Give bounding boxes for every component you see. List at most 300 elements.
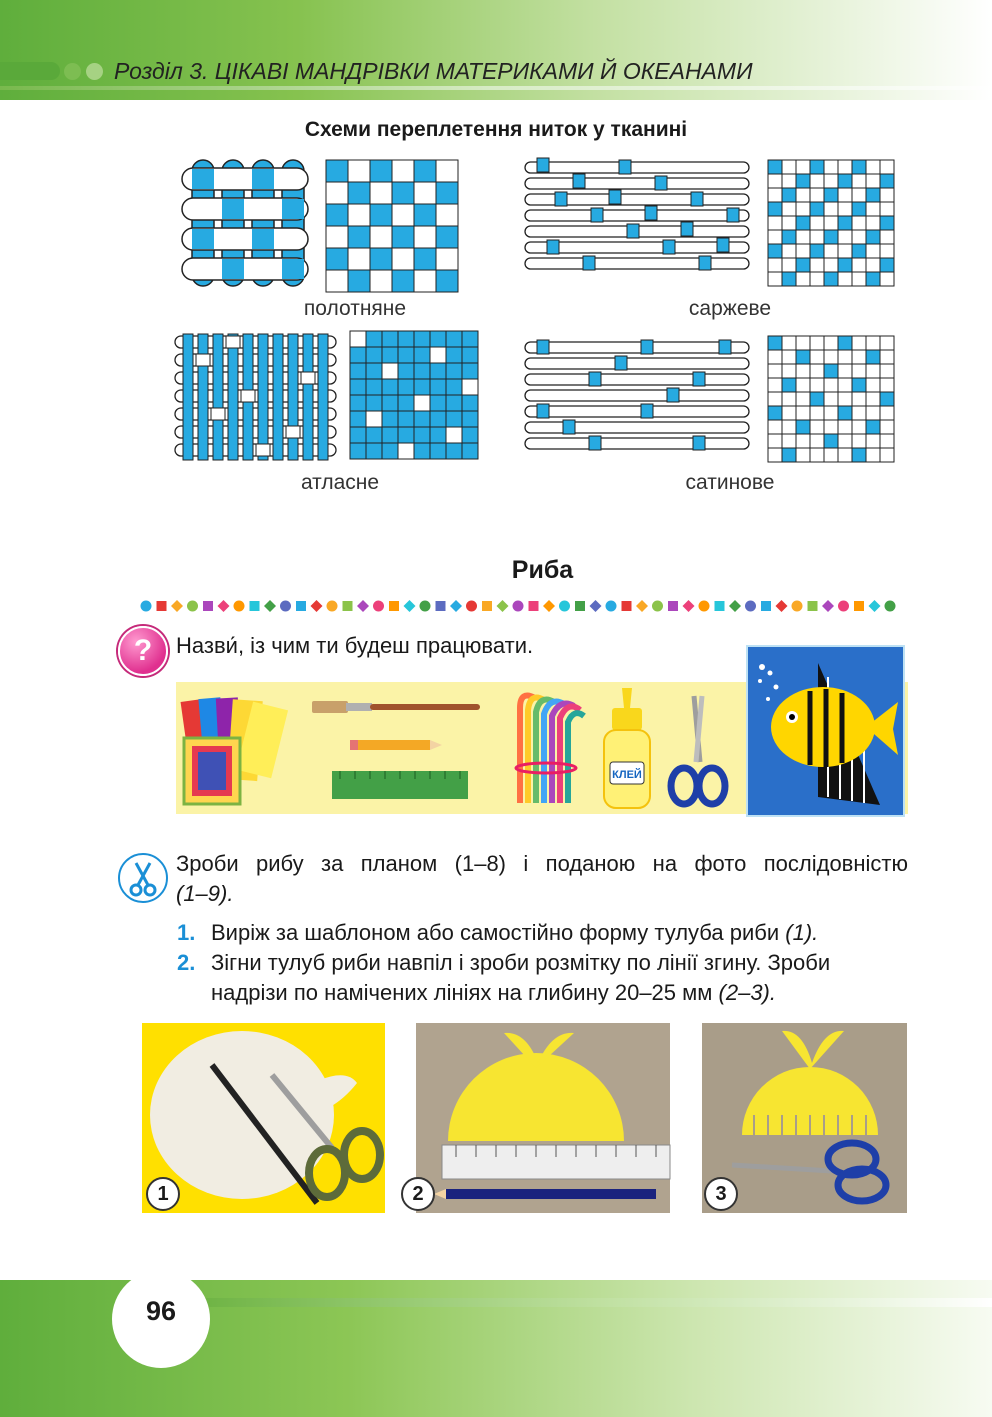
deco-diamond xyxy=(543,600,555,612)
grid-cell xyxy=(768,364,782,378)
photo-badge-1: 1 xyxy=(146,1177,180,1211)
grid-cell xyxy=(768,336,782,350)
grid-cell xyxy=(838,364,852,378)
grid-cell xyxy=(824,392,838,406)
grid-cell xyxy=(880,258,894,272)
deco-diamond xyxy=(497,600,509,612)
grid-cell xyxy=(810,230,824,244)
deco-circle xyxy=(141,601,152,612)
grid-cell xyxy=(350,363,366,379)
photo-badge-2: 2 xyxy=(401,1177,435,1211)
deco-circle xyxy=(792,601,803,612)
grid-cell xyxy=(880,378,894,392)
grid-cell xyxy=(880,420,894,434)
weft-strip xyxy=(525,342,749,353)
grid-cell xyxy=(796,258,810,272)
grid-cell xyxy=(392,248,414,270)
label-sateen: сатинове xyxy=(685,471,775,494)
grid-cell xyxy=(880,448,894,462)
deco-circle xyxy=(234,601,245,612)
grid-cell xyxy=(414,160,436,182)
deco-diamond xyxy=(776,600,788,612)
grid-cell xyxy=(866,378,880,392)
deco-square xyxy=(296,601,306,611)
warp-mark xyxy=(563,420,575,434)
deco-diamond xyxy=(683,600,695,612)
weft-over xyxy=(196,354,210,366)
grid-cell xyxy=(446,379,462,395)
warp-mark xyxy=(717,238,729,252)
deco-square xyxy=(343,601,353,611)
grid-cell xyxy=(824,202,838,216)
grid-cell xyxy=(782,230,796,244)
grid-cell xyxy=(810,336,824,350)
grid-cell xyxy=(370,248,392,270)
grid-cell xyxy=(366,443,382,459)
grid-cell xyxy=(414,411,430,427)
warp-mark xyxy=(547,240,559,254)
warp-mark xyxy=(699,256,711,270)
step-photo-1 xyxy=(142,1023,385,1213)
brush-pencil-ruler-icon xyxy=(310,695,490,805)
grid-cell xyxy=(782,216,796,230)
grid-cell xyxy=(398,427,414,443)
grid-cell xyxy=(880,160,894,174)
grid-cell xyxy=(810,448,824,462)
grid-cell xyxy=(838,406,852,420)
grid-cell xyxy=(782,160,796,174)
satin-weave-grid xyxy=(350,331,480,461)
grid-cell xyxy=(326,248,348,270)
grid-cell xyxy=(866,258,880,272)
deco-circle xyxy=(885,601,896,612)
weave-title: Схеми переплетення ниток у тканині xyxy=(304,118,688,141)
grid-cell xyxy=(782,420,796,434)
step-1-body: Виріж за шаблоном або самостійно форму тулуба риби xyxy=(211,920,780,945)
grid-cell xyxy=(382,427,398,443)
scissors-icon xyxy=(666,692,730,810)
deco-diamond xyxy=(404,600,416,612)
grid-cell xyxy=(810,364,824,378)
grid-cell xyxy=(414,427,430,443)
deco-circle xyxy=(280,601,291,612)
grid-cell xyxy=(370,160,392,182)
grid-cell xyxy=(348,248,370,270)
grid-cell xyxy=(866,244,880,258)
grid-cell xyxy=(768,216,782,230)
sateen-weave-grid xyxy=(768,336,894,462)
grid-cell xyxy=(392,270,414,292)
grid-cell xyxy=(824,230,838,244)
deco-circle xyxy=(699,601,710,612)
grid-cell xyxy=(430,331,446,347)
step-photo-2 xyxy=(412,1023,670,1213)
plain-weave-grid xyxy=(326,160,460,290)
deco-diamond xyxy=(218,600,230,612)
deco-square xyxy=(668,601,678,611)
grid-cell xyxy=(768,350,782,364)
grid-cell xyxy=(824,420,838,434)
grid-cell xyxy=(782,364,796,378)
grid-cell xyxy=(436,160,458,182)
weft-strip xyxy=(525,374,749,385)
grid-cell xyxy=(852,434,866,448)
deco-diamond xyxy=(311,600,323,612)
grid-cell xyxy=(796,216,810,230)
warp-mark xyxy=(655,176,667,190)
grid-cell xyxy=(810,350,824,364)
grid-cell xyxy=(810,216,824,230)
grid-cell xyxy=(366,347,382,363)
sateen-weave-illustration xyxy=(523,338,751,458)
header-bar xyxy=(0,62,60,80)
grid-cell xyxy=(430,427,446,443)
grid-cell xyxy=(382,411,398,427)
deco-diamond xyxy=(590,600,602,612)
grid-cell xyxy=(414,395,430,411)
grid-cell xyxy=(462,347,478,363)
grid-cell xyxy=(768,392,782,406)
grid-cell xyxy=(782,350,796,364)
label-satin: атласне xyxy=(300,471,380,494)
header-ribbon xyxy=(0,86,992,90)
grid-cell xyxy=(398,363,414,379)
page-number: 96 xyxy=(145,1296,177,1326)
grid-cell xyxy=(430,443,446,459)
deco-circle xyxy=(652,601,663,612)
grid-cell xyxy=(880,364,894,378)
grid-cell xyxy=(852,272,866,286)
grid-cell xyxy=(436,182,458,204)
grid-cell xyxy=(796,230,810,244)
grid-cell xyxy=(326,204,348,226)
warp-strip xyxy=(288,334,298,460)
deco-diamond xyxy=(264,600,276,612)
weft-strip xyxy=(525,390,749,401)
deco-circle xyxy=(373,601,384,612)
scissors-task-icon xyxy=(118,853,168,903)
grid-cell xyxy=(782,378,796,392)
grid-cell xyxy=(824,272,838,286)
grid-cell xyxy=(824,364,838,378)
grid-cell xyxy=(796,350,810,364)
deco-circle xyxy=(187,601,198,612)
grid-cell xyxy=(382,379,398,395)
step-2-body: надрізи по намічених лініях на глибину 20–25 мм xyxy=(211,980,713,1005)
grid-cell xyxy=(866,216,880,230)
grid-cell xyxy=(768,434,782,448)
grid-cell xyxy=(350,395,366,411)
warp-mark xyxy=(663,240,675,254)
grid-cell xyxy=(398,411,414,427)
grid-cell xyxy=(768,378,782,392)
grid-cell xyxy=(796,336,810,350)
grid-cell xyxy=(414,204,436,226)
grid-cell xyxy=(810,392,824,406)
deco-diamond xyxy=(822,600,834,612)
grid-cell xyxy=(880,392,894,406)
grid-cell xyxy=(796,434,810,448)
grid-cell xyxy=(382,395,398,411)
grid-cell xyxy=(880,272,894,286)
warp-mark xyxy=(693,372,705,386)
warp-strip xyxy=(258,334,268,460)
grid-cell xyxy=(824,174,838,188)
grid-cell xyxy=(782,336,796,350)
grid-cell xyxy=(768,160,782,174)
header-dot xyxy=(64,63,81,80)
deco-circle xyxy=(420,601,431,612)
warp-mark xyxy=(727,208,739,222)
grid-cell xyxy=(348,226,370,248)
warp-mark xyxy=(615,356,627,370)
grid-cell xyxy=(852,160,866,174)
plain-weave-illustration xyxy=(180,158,310,288)
grid-cell xyxy=(866,202,880,216)
deco-square xyxy=(203,601,213,611)
colored-paper-icon xyxy=(178,690,288,810)
grid-cell xyxy=(824,244,838,258)
grid-cell xyxy=(810,202,824,216)
grid-cell xyxy=(446,427,462,443)
grid-cell xyxy=(880,216,894,230)
warp-mark xyxy=(591,208,603,222)
deco-circle xyxy=(466,601,477,612)
weft-strip xyxy=(525,162,749,173)
grid-cell xyxy=(462,379,478,395)
grid-cell xyxy=(852,364,866,378)
grid-cell xyxy=(430,395,446,411)
grid-cell xyxy=(768,244,782,258)
grid-cell xyxy=(446,331,462,347)
grid-cell xyxy=(810,174,824,188)
grid-cell xyxy=(810,434,824,448)
grid-cell xyxy=(880,350,894,364)
grid-cell xyxy=(398,443,414,459)
deco-circle xyxy=(745,601,756,612)
grid-cell xyxy=(392,160,414,182)
grid-cell xyxy=(838,420,852,434)
grid-cell xyxy=(838,336,852,350)
grid-cell xyxy=(838,434,852,448)
grid-cell xyxy=(462,427,478,443)
grid-cell xyxy=(852,174,866,188)
grid-cell xyxy=(852,392,866,406)
grid-cell xyxy=(838,378,852,392)
warp-strip xyxy=(303,334,313,460)
grid-cell xyxy=(824,258,838,272)
grid-cell xyxy=(768,420,782,434)
grid-cell xyxy=(366,363,382,379)
grid-cell xyxy=(382,347,398,363)
label-twill: саржеве xyxy=(688,297,772,320)
grid-cell xyxy=(852,406,866,420)
deco-square xyxy=(715,601,725,611)
grid-cell xyxy=(796,174,810,188)
grid-cell xyxy=(838,160,852,174)
grid-cell xyxy=(348,204,370,226)
grid-cell xyxy=(782,202,796,216)
weft-over xyxy=(211,408,225,420)
grid-cell xyxy=(796,420,810,434)
grid-cell xyxy=(782,434,796,448)
grid-cell xyxy=(866,392,880,406)
grid-cell xyxy=(462,363,478,379)
grid-cell xyxy=(350,331,366,347)
grid-cell xyxy=(796,392,810,406)
deco-circle xyxy=(838,601,849,612)
grid-cell xyxy=(866,188,880,202)
grid-cell xyxy=(382,443,398,459)
grid-cell xyxy=(838,272,852,286)
grid-cell xyxy=(852,216,866,230)
grid-cell xyxy=(382,363,398,379)
warp-mark xyxy=(719,340,731,354)
grid-cell xyxy=(810,188,824,202)
grid-cell xyxy=(880,174,894,188)
warp-mark xyxy=(619,160,631,174)
question-text: Назви́, із чим ти будеш працювати. xyxy=(176,633,534,658)
grid-cell xyxy=(852,258,866,272)
grid-cell xyxy=(350,443,366,459)
grid-cell xyxy=(398,347,414,363)
warp-mark xyxy=(641,340,653,354)
deco-square xyxy=(854,601,864,611)
weft-strip xyxy=(525,210,749,221)
grid-cell xyxy=(414,331,430,347)
deco-square xyxy=(250,601,260,611)
grid-cell xyxy=(446,411,462,427)
grid-cell xyxy=(810,258,824,272)
grid-cell xyxy=(366,395,382,411)
grid-cell xyxy=(866,336,880,350)
instruction-ref: (1–9). xyxy=(176,881,234,906)
grid-cell xyxy=(852,378,866,392)
weft-strip xyxy=(525,406,749,417)
grid-cell xyxy=(768,230,782,244)
grid-cell xyxy=(370,226,392,248)
warp-mark xyxy=(693,436,705,450)
grid-cell xyxy=(796,244,810,258)
warp-mark xyxy=(583,256,595,270)
grid-cell xyxy=(350,379,366,395)
grid-cell xyxy=(824,188,838,202)
deco-square xyxy=(482,601,492,611)
grid-cell xyxy=(436,226,458,248)
grid-cell xyxy=(838,216,852,230)
grid-cell xyxy=(462,395,478,411)
grid-cell xyxy=(414,379,430,395)
grid-cell xyxy=(768,174,782,188)
grid-cell xyxy=(414,363,430,379)
warp-strip xyxy=(318,334,328,460)
grid-cell xyxy=(824,216,838,230)
warp-mark xyxy=(573,174,585,188)
deco-square xyxy=(157,601,167,611)
warp-mark xyxy=(537,404,549,418)
finished-fish-photo xyxy=(746,645,905,817)
satin-weave-illustration xyxy=(173,332,338,462)
grid-cell xyxy=(436,270,458,292)
grid-cell xyxy=(446,443,462,459)
grid-cell xyxy=(768,258,782,272)
deco-diamond xyxy=(450,600,462,612)
grid-cell xyxy=(326,226,348,248)
deco-square xyxy=(389,601,399,611)
grid-cell xyxy=(824,406,838,420)
grid-cell xyxy=(852,202,866,216)
deco-diamond xyxy=(729,600,741,612)
grid-cell xyxy=(436,204,458,226)
grid-cell xyxy=(796,272,810,286)
deco-diamond xyxy=(636,600,648,612)
deco-square xyxy=(529,601,539,611)
warp-mark xyxy=(589,436,601,450)
step-photo-3 xyxy=(702,1023,907,1213)
grid-cell xyxy=(880,336,894,350)
grid-cell xyxy=(326,160,348,182)
warp-mark xyxy=(667,388,679,402)
warp-mark xyxy=(681,222,693,236)
grid-cell xyxy=(880,434,894,448)
grid-cell xyxy=(866,420,880,434)
grid-cell xyxy=(796,378,810,392)
grid-cell xyxy=(350,347,366,363)
grid-cell xyxy=(348,160,370,182)
grid-cell xyxy=(782,406,796,420)
grid-cell xyxy=(852,336,866,350)
grid-cell xyxy=(414,226,436,248)
step-2-ref: (2–3). xyxy=(718,980,776,1005)
grid-cell xyxy=(866,434,880,448)
grid-cell xyxy=(838,174,852,188)
grid-cell xyxy=(810,420,824,434)
paper-strips-icon xyxy=(510,688,590,808)
grid-cell xyxy=(398,331,414,347)
grid-cell xyxy=(430,347,446,363)
grid-cell xyxy=(880,244,894,258)
grid-cell xyxy=(852,350,866,364)
twill-weave-grid xyxy=(768,160,894,286)
grid-cell xyxy=(880,406,894,420)
grid-cell xyxy=(348,270,370,292)
deco-diamond xyxy=(869,600,881,612)
grid-cell xyxy=(810,160,824,174)
deco-circle xyxy=(513,601,524,612)
grid-cell xyxy=(810,244,824,258)
grid-cell xyxy=(414,270,436,292)
label-plain: полотняне xyxy=(303,297,407,320)
grid-cell xyxy=(370,204,392,226)
header-band xyxy=(0,0,992,100)
warp-mark xyxy=(691,192,703,206)
warp-mark xyxy=(641,404,653,418)
header-dot xyxy=(86,63,103,80)
grid-cell xyxy=(446,395,462,411)
grid-cell xyxy=(782,448,796,462)
deco-circle xyxy=(559,601,570,612)
warp-mark xyxy=(645,206,657,220)
warp-strip xyxy=(198,334,208,460)
grid-cell xyxy=(366,379,382,395)
deco-diamond xyxy=(357,600,369,612)
glue-label: КЛЕЙ xyxy=(612,769,642,781)
grid-cell xyxy=(796,188,810,202)
grid-cell xyxy=(392,182,414,204)
grid-cell xyxy=(326,270,348,292)
weft-strip xyxy=(525,438,749,449)
deco-circle xyxy=(327,601,338,612)
